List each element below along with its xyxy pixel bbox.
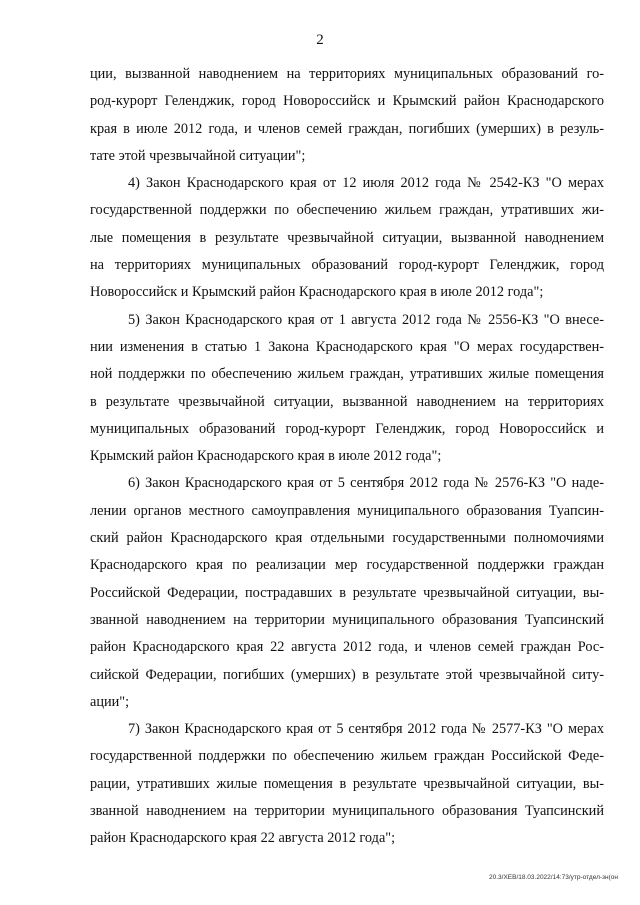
text-line: Краснодарского края по реализации мер государственной поддержки граждан [90,557,604,574]
text-line: сийской Федерации, погибших (умерших) в результате этой чрезвычайной ситу- [90,666,604,683]
text-line: 7) Закон Краснодарского края от 5 сентября 2012 года № 2577-КЗ "О мерах [128,721,604,738]
text-line: муниципальных образований город-курорт Геленджик, город Новороссийск и [90,420,604,437]
paragraph-item-4 [90,170,604,306]
text-line: 6) Закон Краснодарского края от 5 сентября 2012 года № 2576-КЗ "О наде- [128,475,604,492]
text-line: район Краснодарского края 22 августа 2012 года, и членов семей граждан Рос- [90,639,604,656]
text-line: 5) Закон Краснодарского края от 1 августа 2012 года № 2556-КЗ "О внесе- [128,311,604,328]
text-line: тате этой чрезвычайной ситуации"; [90,147,306,164]
paragraph-item-7 [90,716,604,852]
text-line: род-курорт Геленджик, город Новороссийск и Крымский район Краснодарского [90,93,604,110]
text-line: званной наводнением на территории муниципального образования Туапсинский [90,803,604,820]
text-line: ации"; [90,693,130,710]
text-line: лые помещения в результате чрезвычайной ситуации, вызванной наводнением [90,229,604,246]
text-line: званной наводнением на территории муниципального образования Туапсинский [90,611,604,628]
text-line: ский район Краснодарского края отдельными государственными полномочиями [90,530,604,547]
paragraph-item-5 [90,307,604,471]
text-line: ной поддержки по обеспечению жильем граждан, утративших жилые помещения [90,366,604,383]
document-footer-code: 20.3/ХЕВ/18.03.2022/14:73/утр-отдел-зн(он [488,874,618,881]
text-line: Российской Федерации, пострадавших в результате чрезвычайной ситуации, вы- [90,584,604,601]
text-line: 4) Закон Краснодарского края от 12 июля 2012 года № 2542-КЗ "О мерах [128,175,604,192]
text-line: нии изменения в статью 1 Закона Краснодарского края "О мерах государствен- [90,338,604,355]
page-number: 2 [316,32,324,48]
text-line: район Краснодарского края 22 августа 2012 года"; [90,830,396,847]
text-line: Крымский район Краснодарского края в июле 2012 года"; [90,448,442,465]
text-line: края в июле 2012 года, и членов семей граждан, погибших (умерших) в резуль- [90,120,604,137]
text-line: государственной поддержки по обеспечению жильем граждан Российской Феде- [90,748,604,765]
text-line: лении органов местного самоуправления муниципального образования Туапсин- [90,502,604,519]
text-line: ции, вызванной наводнением на территориях муниципальных образований го- [90,66,604,82]
paragraph-item-6 [90,470,604,716]
text-line: Новороссийск и Крымский район Краснодарского края в июле 2012 года"; [90,284,544,301]
text-line: на территориях муниципальных образований город-курорт Геленджик, город [90,257,604,274]
paragraph-continuation [90,61,604,170]
text-line: рации, утративших жилые помещения в результате чрезвычайной ситуации, вы- [90,775,604,792]
document-body [90,61,604,853]
text-line: государственной поддержки по обеспечению жильем граждан, утративших жи- [90,202,604,219]
text-line: в результате чрезвычайной ситуации, вызванной наводнением на территориях [90,393,604,410]
